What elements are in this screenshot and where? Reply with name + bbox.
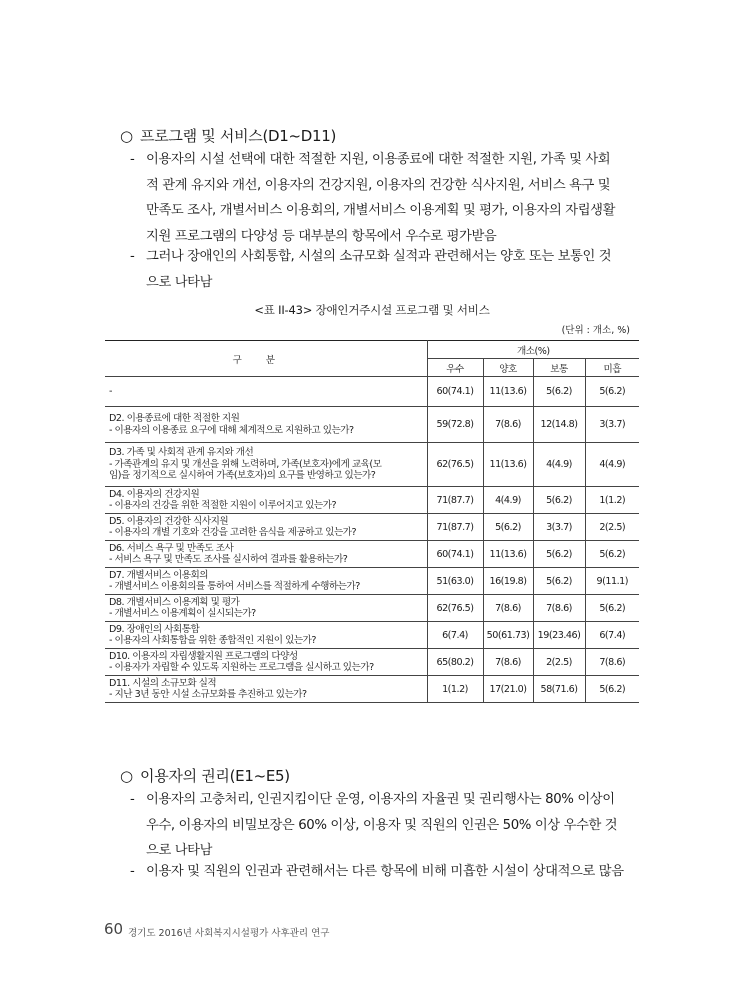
row-item-label: [105, 541, 427, 568]
table-row: [105, 443, 639, 487]
dash-bullet-icon: -: [130, 249, 135, 264]
row-value-cell: 6(7.4): [427, 622, 483, 649]
row-value-cell: 7(8.6): [483, 595, 533, 622]
row-item-line: - 개별서비스 이용회의를 통하여 서비스를 적절하게 수행하는가?: [109, 581, 360, 592]
table-row: [105, 377, 639, 407]
paragraph-bullet: [130, 859, 642, 885]
row-value-cell: 5(6.2): [585, 595, 639, 622]
row-item-line: 임)을 정기적으로 실시하여 가족(보호자)의 요구를 반영하고 있는가?: [109, 470, 376, 482]
row-value-cell: 51(63.0): [427, 568, 483, 595]
row-item-line: D5. 이용자의 건강한 식사지원: [109, 515, 229, 527]
section-heading-text: 이용자의 권리(E1~E5): [140, 767, 290, 785]
row-item-line: -: [109, 385, 112, 397]
row-value-cell: 16(19.8): [483, 568, 533, 595]
row-item-line: - 개별서비스 이용계획이 실시되는가?: [109, 608, 256, 619]
row-item-label: [105, 443, 427, 487]
row-item-label: [105, 377, 427, 407]
row-value-cell: 19(23.46): [533, 622, 585, 649]
table-row: [105, 407, 639, 443]
section-heading-text: 프로그램 및 서비스(D1~D11): [140, 127, 337, 145]
paragraph-line: 만족도 조사, 개별서비스 이용회의, 개별서비스 이용계획 및 평가, 이용자의 자립생활: [146, 203, 616, 218]
table-row: [105, 568, 639, 595]
row-value-cell: 2(2.5): [585, 514, 639, 541]
row-value-cell: 9(11.1): [585, 568, 639, 595]
paragraph-line: 이용자 및 직원의 인권과 관련해서는 다른 항목에 비해 미흡한 시설이 상대적으로 많음: [146, 864, 624, 879]
row-item-line: - 가족관계의 유지 및 개선을 위해 노력하며, 가족(보호자)에게 교육(모: [109, 458, 382, 470]
row-value-cell: 7(8.6): [585, 649, 639, 676]
table-row: [105, 487, 639, 514]
row-value-cell: 6(7.4): [585, 622, 639, 649]
row-item-line: D4. 이용자의 건강지원: [109, 488, 200, 500]
section-heading-rights: [120, 765, 290, 786]
row-value-cell: 11(13.6): [483, 541, 533, 568]
paragraph-line: 이용자의 고충처리, 인권지킴이단 운영, 이용자의 자율권 및 권리행사는 80% 이상이: [146, 792, 615, 807]
row-value-cell: 59(72.8): [427, 407, 483, 443]
page-number: 60: [104, 920, 124, 938]
row-value-cell: 7(8.6): [483, 649, 533, 676]
header-col-good: 양호: [483, 359, 533, 377]
row-item-line: - 지난 3년 동안 시설 소규모화를 추진하고 있는가?: [109, 689, 307, 700]
row-value-cell: 58(71.6): [533, 676, 585, 703]
row-value-cell: 5(6.2): [585, 377, 639, 407]
row-item-label: [105, 649, 427, 676]
row-value-cell: 1(1.2): [427, 676, 483, 703]
row-item-line: D6. 서비스 욕구 및 만족도 조사: [109, 542, 234, 554]
row-value-cell: 62(76.5): [427, 595, 483, 622]
row-item-line: - 이용자의 건강을 위한 적절한 지원이 이루어지고 있는가?: [109, 500, 337, 511]
circle-bullet-icon: ○: [120, 767, 133, 785]
row-value-cell: 5(6.2): [585, 676, 639, 703]
footer-title: 경기도 2016년 사회복지시설평가 사후관리 연구: [128, 928, 330, 939]
table-caption: <표 II-43> 장애인거주시설 프로그램 및 서비스: [254, 303, 490, 317]
paragraph-line: 적 관계 유지와 개선, 이용자의 건강지원, 이용자의 건강한 식사지원, 서비스 욕구 및: [146, 177, 611, 193]
row-value-cell: 12(14.8): [533, 407, 585, 443]
row-value-cell: 65(80.2): [427, 649, 483, 676]
paragraph-line: 으로 나타남: [146, 274, 213, 290]
row-item-line: D10. 이용자의 자립생활지원 프로그램의 다양성: [109, 650, 298, 662]
row-value-cell: 11(13.6): [483, 443, 533, 487]
paragraph-line: 그러나 장애인의 사회통합, 시설의 소규모화 실적과 관련해서는 양호 또는 보통인 것: [146, 249, 612, 264]
table-row: [105, 514, 639, 541]
row-item-label: [105, 595, 427, 622]
row-value-cell: 71(87.7): [427, 514, 483, 541]
row-item-line: D9. 장애인의 사회통합: [109, 623, 200, 635]
header-col-poor: 미흡: [585, 359, 639, 377]
row-value-cell: 7(8.6): [533, 595, 585, 622]
row-item-line: - 이용자가 자립할 수 있도록 지원하는 프로그램을 실시하고 있는가?: [109, 662, 374, 673]
paragraph-bullet: [130, 147, 642, 249]
table-unit: (단위 : 개소, %): [561, 325, 630, 336]
row-value-cell: 3(3.7): [585, 407, 639, 443]
row-item-line: D7. 개별서비스 이용회의: [109, 569, 209, 581]
row-item-label: [105, 514, 427, 541]
table-row: [105, 649, 639, 676]
stats-table: [105, 340, 639, 703]
paragraph-bullet: [130, 787, 642, 864]
header-col-fair: 보통: [533, 359, 585, 377]
row-item-label: [105, 407, 427, 443]
header-group: 개소(%): [427, 341, 639, 359]
row-value-cell: 4(4.9): [585, 443, 639, 487]
table-row: [105, 595, 639, 622]
paragraph-bullet: [130, 244, 642, 295]
row-item-label: [105, 487, 427, 514]
dash-bullet-icon: -: [130, 152, 135, 167]
header-gubun: 구분: [105, 341, 427, 377]
row-value-cell: 1(1.2): [585, 487, 639, 514]
row-item-line: D8. 개별서비스 이용계획 및 평가: [109, 596, 240, 608]
table-row: [105, 622, 639, 649]
row-item-line: - 이용자의 개별 기호와 건강을 고려한 음식을 제공하고 있는가?: [109, 527, 357, 538]
row-value-cell: 60(74.1): [427, 541, 483, 568]
row-value-cell: 71(87.7): [427, 487, 483, 514]
paragraph-line: 지원 프로그램의 다양성 등 대부분의 항목에서 우수로 평가받음: [146, 228, 497, 244]
row-item-line: - 서비스 욕구 및 만족도 조사를 실시하여 결과를 활용하는가?: [109, 554, 348, 565]
row-item-line: - 이용자의 이용종료 요구에 대해 체계적으로 지원하고 있는가?: [109, 424, 354, 436]
row-item-line: D2. 이용종료에 대한 적절한 지원: [109, 413, 240, 424]
row-value-cell: 5(6.2): [483, 514, 533, 541]
row-value-cell: 5(6.2): [533, 541, 585, 568]
row-value-cell: 50(61.73): [483, 622, 533, 649]
row-item-label: [105, 676, 427, 703]
row-value-cell: 4(4.9): [483, 487, 533, 514]
row-item-line: - 이용자의 사회통합을 위한 종합적인 지원이 있는가?: [109, 635, 316, 646]
row-value-cell: 5(6.2): [533, 377, 585, 407]
header-col-excellent: 우수: [427, 359, 483, 377]
row-value-cell: 62(76.5): [427, 443, 483, 487]
section-heading-programs: [120, 125, 336, 146]
row-item-line: D3. 가족 및 사회적 관계 유지와 개선: [109, 447, 254, 459]
row-item-line: D11. 시설의 소규모화 실적: [109, 677, 217, 689]
dash-bullet-icon: -: [130, 864, 135, 879]
row-item-label: [105, 622, 427, 649]
row-value-cell: 11(13.6): [483, 377, 533, 407]
row-value-cell: 7(8.6): [483, 407, 533, 443]
row-value-cell: 60(74.1): [427, 377, 483, 407]
row-value-cell: 5(6.2): [533, 568, 585, 595]
row-item-label: [105, 568, 427, 595]
circle-bullet-icon: ○: [120, 127, 133, 145]
row-value-cell: 5(6.2): [585, 541, 639, 568]
row-value-cell: 2(2.5): [533, 649, 585, 676]
table-row: [105, 541, 639, 568]
dash-bullet-icon: -: [130, 792, 135, 807]
row-value-cell: 5(6.2): [533, 487, 585, 514]
row-value-cell: 17(21.0): [483, 676, 533, 703]
row-value-cell: 3(3.7): [533, 514, 585, 541]
table-row: [105, 676, 639, 703]
row-value-cell: 4(4.9): [533, 443, 585, 487]
paragraph-line: 우수, 이용자의 비밀보장은 60% 이상, 이용자 및 직원의 인권은 50% 이상 우수한 것: [146, 817, 618, 833]
paragraph-line: 으로 나타남: [146, 843, 213, 858]
paragraph-line: 이용자의 시설 선택에 대한 적절한 지원, 이용종료에 대한 적절한 지원, 가족 및 사회: [146, 152, 611, 167]
